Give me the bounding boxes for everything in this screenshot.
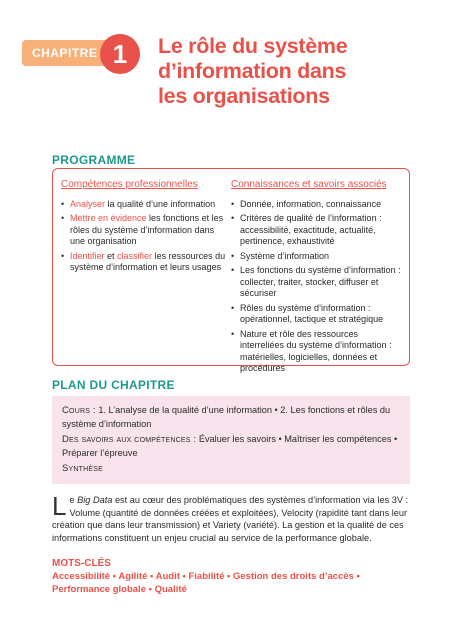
connaissance-item: • Donnée, information, connaissance bbox=[231, 199, 403, 211]
connaissance-item: • Les fonctions du système d’information : collecter, traiter, stocker, diffuser et sécuriser bbox=[231, 265, 403, 300]
keywords-heading: MOTS-CLÉS bbox=[52, 558, 111, 569]
connaissance-item: • Système d’information bbox=[231, 251, 403, 263]
connaissances-column bbox=[231, 179, 403, 378]
plan-cours: Cours : 1. L’analyse de la qualité d’une information • 2. Les fonctions et rôles du système d’information bbox=[62, 405, 391, 429]
programme-heading: PROGRAMME bbox=[52, 153, 136, 167]
plan-savoirs: Des savoirs aux compétences : Évaluer les savoirs • Maîtriser les compétences • Préparer l’épreuve bbox=[62, 434, 398, 458]
plan-heading: PLAN DU CHAPITRE bbox=[52, 378, 175, 392]
plan-box bbox=[52, 396, 410, 484]
programme-box bbox=[52, 168, 410, 373]
competence-item: • Identifier et classifier les ressources du système d’information et leurs usages bbox=[61, 251, 229, 274]
chapter-label: CHAPITRE bbox=[32, 46, 98, 60]
chapter-header bbox=[0, 28, 450, 128]
competences-heading: Compétences professionnelles bbox=[61, 179, 198, 190]
title-line-3: les organisations bbox=[158, 84, 330, 108]
chapter-title bbox=[158, 34, 418, 109]
connaissance-item: • Rôles du système d’information : opérationnel, tactique et stratégique bbox=[231, 303, 403, 326]
plan-synthese: Synthèse bbox=[62, 463, 103, 474]
keywords-list: Accessibilité • Agilité • Audit • Fiabilité • Gestion des droits d’accès • Performance globale • Qualité bbox=[52, 571, 360, 595]
title-line-1: Le rôle du système bbox=[158, 34, 348, 58]
connaissances-heading: Connaissances et savoirs associés bbox=[231, 179, 387, 190]
competences-column bbox=[61, 179, 229, 277]
competence-item: • Mettre en évidence les fonctions et les rôles du système d’information dans une organisation bbox=[61, 213, 229, 248]
connaissance-item: • Nature et rôle des ressources interreliées du système d’information : matérielles, logicielles, données et procédures bbox=[231, 329, 403, 375]
intro-paragraph: Le Big Data est au cœur des problématiques des systèmes d’information via les 3V : Volume (quantité de données créées et exploitées), Velocity (rapidité tant dans leur création que dans leur transmission) et Variety (variété). La gestion et la qualité de ces informations constituent un enjeu crucial au service de la performance globale. bbox=[52, 491, 409, 543]
title-line-2: d’information dans bbox=[158, 59, 347, 83]
drop-cap: L bbox=[52, 491, 67, 521]
connaissance-item: • Critères de qualité de l’information : accessibilité, exactitude, actualité, pertinence, exhaustivité bbox=[231, 213, 403, 248]
competence-item: • Analyser la qualité d’une information bbox=[61, 199, 229, 211]
chapter-number-badge: 1 bbox=[100, 34, 140, 74]
